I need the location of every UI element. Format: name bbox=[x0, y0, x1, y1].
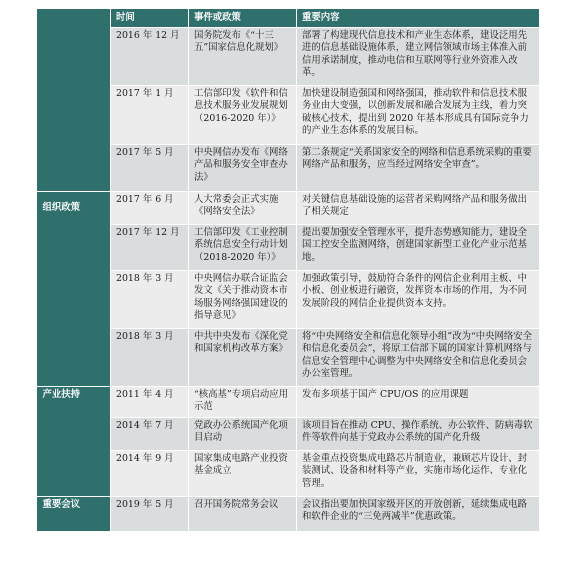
event-cell: “核高基”专项启动应用示范 bbox=[189, 387, 297, 418]
category-cell bbox=[37, 451, 111, 497]
table-header-row bbox=[37, 9, 539, 28]
content-cell: 提出要加强安全管理水平，提升态势感知能力，建设全国工控安全监测网络，创建国家新型工业化产业示范基地。 bbox=[297, 225, 539, 271]
event-cell: 工信部印发《软件和信息技术服务业发展规划（2016-2020 年）》 bbox=[189, 86, 297, 145]
category-cell bbox=[37, 145, 111, 192]
event-cell: 工信部印发《工业控制系统信息安全行动计划（2018-2020 年）》 bbox=[189, 225, 297, 271]
content-cell: 将“中央网络安全和信息化领导小组”改为“中央网络安全和信息化委员会”，将原工信部下属的国家计算机网络与信息安全管理中心调整为中央网络安全和信息化委员会办公室管理。 bbox=[297, 329, 539, 387]
time-cell: 2017 年 12 月 bbox=[111, 225, 189, 271]
time-cell: 2016 年 12 月 bbox=[111, 28, 189, 86]
content-cell: 基金重点投资集成电路芯片制造业，兼顾芯片设计、封装测试、设备和材料等产业，实施市场化运作、专业化管理。 bbox=[297, 451, 539, 497]
category-cell bbox=[37, 86, 111, 145]
category-label-important-meeting: 重要会议 bbox=[37, 497, 111, 531]
time-cell: 2011 年 4 月 bbox=[111, 387, 189, 418]
time-cell: 2017 年 1 月 bbox=[111, 86, 189, 145]
content-cell: 部署了构建现代信息技术和产业生态体系，建设泛用先进的信息基础设施体系，建立网信领域市场主体准入前信用承诺制度，推动电信和互联网等行业外资准入改革。 bbox=[297, 28, 539, 86]
time-cell: 2019 年 5 月 bbox=[111, 497, 189, 531]
content-cell: 对关键信息基础设施的运营者采购网络产品和服务做出了相关规定 bbox=[297, 192, 539, 225]
category-cell bbox=[37, 225, 111, 271]
content-cell: 会议指出要加快国家级开区的开放创新，延续集成电路和软件企业的“三免两减半”优惠政策。 bbox=[297, 497, 539, 531]
category-label-industry-support: 产业扶持 bbox=[37, 387, 111, 418]
content-cell: 第二条规定“关系国家安全的网络和信息系统采购的重要网络产品和服务，应当经过网络安全审查”。 bbox=[297, 145, 539, 192]
content-cell: 加强政策引导，鼓励符合条件的网信企业利用主板、中小板、创业板进行融资，发挥资本市场的作用，为不同发展阶段的网信企业提供资本支持。 bbox=[297, 271, 539, 329]
event-cell: 国家集成电路产业投资基金成立 bbox=[189, 451, 297, 497]
table-row bbox=[37, 271, 539, 329]
event-cell: 党政办公系统国产化项目启动 bbox=[189, 418, 297, 451]
header-category bbox=[37, 9, 111, 28]
header-event: 事件或政策 bbox=[189, 9, 297, 28]
event-cell: 召开国务院常务会议 bbox=[189, 497, 297, 531]
content-cell: 发布多项基于国产 CPU/OS 的应用课题 bbox=[297, 387, 539, 418]
category-cell bbox=[37, 418, 111, 451]
category-cell bbox=[37, 329, 111, 387]
table-row bbox=[37, 387, 539, 418]
time-cell: 2017 年 6 月 bbox=[111, 192, 189, 225]
policy-table bbox=[36, 9, 539, 531]
table-row bbox=[37, 418, 539, 451]
table-row bbox=[37, 192, 539, 225]
category-cell bbox=[37, 271, 111, 329]
time-cell: 2018 年 3 月 bbox=[111, 271, 189, 329]
event-cell: 国务院发布《“十三五”国家信息化规划》 bbox=[189, 28, 297, 86]
event-cell: 中央网信办联合证监会发文《关于推动资本市场服务网络强国建设的指导意见》 bbox=[189, 271, 297, 329]
content-cell: 加快建设制造强国和网络强国，推动软件和信息技术服务业由大变强，以创新发展和融合发展为主线，着力突破核心技术，提出到 2020 年基本形成具有国际竞争力的产业生态体系的发展目标。 bbox=[297, 86, 539, 145]
header-time: 时间 bbox=[111, 9, 189, 28]
table-row bbox=[37, 225, 539, 271]
content-cell: 该项目旨在推动 CPU、操作系统、办公软件、防病毒软件等软件向基于党政办公系统的国产化升级 bbox=[297, 418, 539, 451]
table-row bbox=[37, 451, 539, 497]
event-cell: 中央网信办发布《网络产品和服务安全审查办法》 bbox=[189, 145, 297, 192]
time-cell: 2018 年 3 月 bbox=[111, 329, 189, 387]
header-content: 重要内容 bbox=[297, 9, 539, 28]
table-row bbox=[37, 145, 539, 192]
event-cell: 中共中央发布《深化党和国家机构改革方案》 bbox=[189, 329, 297, 387]
table-row bbox=[37, 28, 539, 86]
category-cell bbox=[37, 28, 111, 86]
table-row bbox=[37, 497, 539, 531]
event-cell: 人大常委会正式实施《网络安全法》 bbox=[189, 192, 297, 225]
table-row bbox=[37, 86, 539, 145]
time-cell: 2014 年 7 月 bbox=[111, 418, 189, 451]
time-cell: 2014 年 9 月 bbox=[111, 451, 189, 497]
category-label-org-policy: 组织政策 bbox=[37, 192, 111, 225]
time-cell: 2017 年 5 月 bbox=[111, 145, 189, 192]
table-row bbox=[37, 329, 539, 387]
